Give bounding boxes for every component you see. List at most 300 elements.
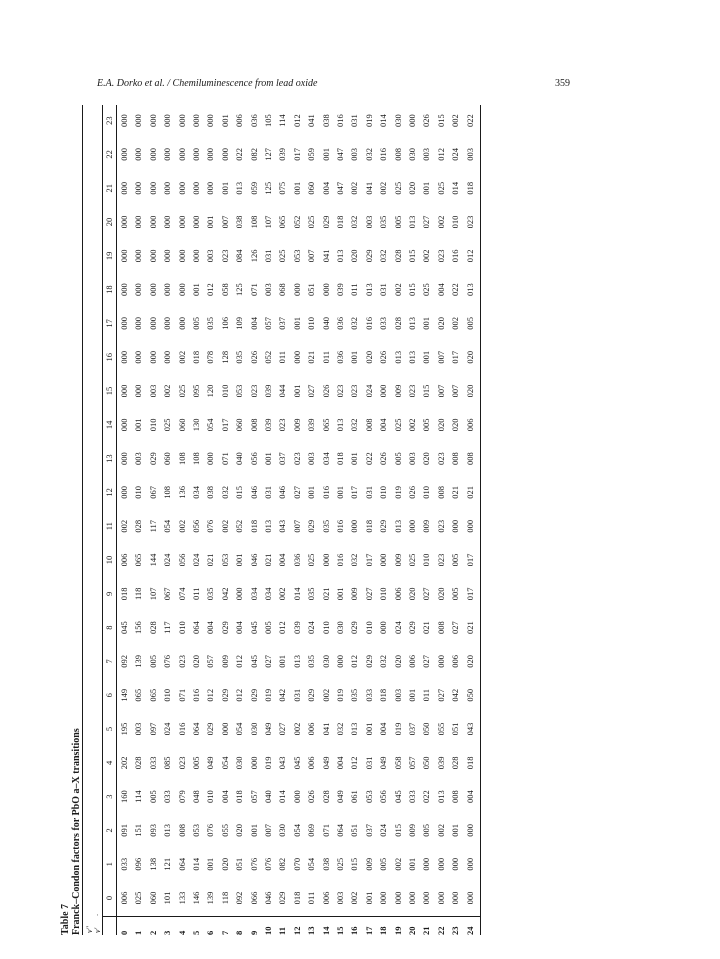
table-cell: 108 [176, 452, 187, 465]
table-cell: 032 [349, 418, 360, 432]
table-cell: 010 [378, 486, 389, 499]
table-cell: 002 [277, 587, 288, 601]
table-cell: 071 [176, 688, 187, 702]
table-cell: 001 [407, 688, 417, 702]
table-cell: 008 [464, 452, 475, 465]
table-cell: 006 [119, 891, 129, 905]
table-cell: 044 [277, 384, 288, 398]
table-cell: 000 [464, 857, 475, 871]
table-cell: 028 [450, 756, 461, 770]
table-cell: 028 [133, 519, 144, 533]
table-cell: 000 [133, 317, 144, 330]
table-cell: 000 [291, 283, 302, 296]
table-cell: 070 [291, 857, 302, 871]
table-cell: 007 [219, 215, 230, 229]
table-cell: 020 [464, 350, 475, 364]
table-cell: 156 [133, 621, 144, 634]
table-title: Franck–Condon factors for PbO a–X transitions [71, 728, 82, 935]
table-cell: 000 [450, 519, 461, 533]
table-cell: 045 [248, 621, 259, 634]
column-header: 1 [104, 862, 114, 867]
table-cell: 000 [450, 857, 461, 871]
table-cell: 002 [435, 824, 446, 837]
table-cell: 002 [421, 249, 432, 263]
table-cell: 000 [133, 384, 144, 398]
table-cell: 009 [392, 553, 403, 567]
table-cell: 043 [464, 722, 475, 736]
table-cell: 013 [291, 655, 302, 668]
table-cell: 043 [277, 519, 288, 533]
table-cell: 005 [378, 857, 389, 871]
table-cell: 000 [435, 655, 446, 668]
table-cell: 000 [119, 384, 129, 398]
table-cell: 001 [335, 486, 345, 499]
table-cell: 003 [392, 688, 403, 702]
table-cell: 020 [464, 655, 475, 668]
row-v-prime: 0 [119, 930, 129, 935]
table-cell: 000 [191, 181, 201, 195]
table-cell: 064 [191, 621, 201, 634]
table-cell: 022 [234, 148, 245, 161]
table-cell: 000 [119, 418, 129, 432]
table-cell: 028 [392, 249, 403, 263]
table-cell: 020 [191, 655, 201, 668]
table-cell: 039 [263, 418, 273, 432]
table-cell: 001 [234, 553, 245, 567]
table-cell: 023 [464, 215, 475, 229]
table-cell: 006 [234, 114, 245, 127]
table-cell: 010 [133, 486, 144, 499]
table-cell: 032 [349, 553, 360, 567]
table-cell: 002 [392, 857, 403, 871]
table-cell: 049 [205, 756, 216, 770]
table-cell: 010 [363, 621, 374, 634]
table-cell: 020 [234, 824, 245, 837]
table-cell: 000 [464, 519, 475, 533]
table-cell: 017 [464, 587, 475, 601]
table-cell: 001 [205, 215, 216, 229]
table-cell: 046 [277, 486, 288, 499]
page-number: 359 [555, 78, 570, 89]
table-cell: 000 [162, 215, 173, 229]
table-cell: 006 [464, 418, 475, 432]
table-cell: 000 [349, 519, 360, 533]
table-cell: 079 [176, 790, 187, 803]
table-cell: 060 [162, 452, 173, 465]
table-cell: 005 [191, 317, 201, 330]
table-cell: 035 [306, 587, 317, 601]
column-header: 19 [104, 251, 114, 261]
table-cell: 033 [147, 756, 158, 770]
table-cell: 055 [219, 824, 230, 837]
row-v-prime: 16 [349, 926, 360, 935]
table-cell: 026 [320, 384, 331, 398]
table-cell: 002 [320, 688, 331, 702]
table-cell: 126 [248, 249, 259, 263]
table-cell: 053 [191, 824, 201, 837]
table-cell: 030 [392, 114, 403, 127]
table-cell: 001 [277, 655, 288, 668]
table-cell: 009 [219, 655, 230, 668]
table-cell: 025 [162, 418, 173, 432]
table-cell: 028 [147, 621, 158, 634]
table-cell: 035 [205, 317, 216, 330]
table-cell: 064 [191, 722, 201, 736]
table-cell: 076 [162, 655, 173, 668]
table-cell: 076 [248, 857, 259, 871]
table-cell: 004 [205, 621, 216, 634]
table-cell: 011 [306, 891, 317, 905]
table-cell: 042 [277, 688, 288, 702]
table-cell: 023 [435, 249, 446, 263]
table-cell: 001 [291, 181, 302, 195]
table-cell: 000 [147, 249, 158, 263]
table-cell: 000 [176, 148, 187, 161]
table-cell: 125 [234, 283, 245, 296]
table-cell: 021 [263, 553, 273, 567]
column-header: 15 [104, 386, 114, 396]
table-cell: 000 [133, 114, 144, 127]
table-cell: 125 [263, 181, 273, 195]
table-cell: 000 [176, 114, 187, 127]
table-cell: 127 [263, 148, 273, 161]
table-cell: 005 [464, 317, 475, 330]
table-cell: 049 [378, 756, 389, 770]
table-cell: 071 [320, 824, 331, 837]
table-cell: 016 [335, 519, 345, 533]
header-rule [102, 105, 103, 935]
table-cell: 006 [392, 587, 403, 601]
table-cell: 006 [306, 722, 317, 736]
table-cell: 003 [421, 148, 432, 161]
table-cell: 107 [147, 587, 158, 601]
table-cell: 027 [421, 587, 432, 601]
table-cell: 033 [162, 790, 173, 803]
table-cell: 020 [407, 181, 417, 195]
table-cell: 013 [407, 317, 417, 330]
table-cell: 043 [277, 756, 288, 770]
column-header: 23 [104, 116, 114, 125]
table-cell: 015 [392, 824, 403, 837]
table-cell: 020 [421, 452, 432, 465]
table-cell: 054 [291, 824, 302, 837]
table-cell: 000 [119, 114, 129, 127]
table-cell: 000 [191, 148, 201, 161]
table-cell: 065 [277, 215, 288, 229]
table-cell: 013 [335, 249, 345, 263]
table-cell: 007 [435, 384, 446, 398]
table-cell: 010 [205, 790, 216, 803]
table-cell: 000 [378, 621, 389, 634]
table-cell: 002 [176, 350, 187, 364]
table-cell: 024 [162, 722, 173, 736]
table-cell: 039 [277, 148, 288, 161]
column-header: 4 [104, 760, 114, 765]
row-v-prime: 4 [176, 930, 187, 935]
table-cell: 056 [176, 553, 187, 567]
table-cell: 000 [119, 148, 129, 161]
table-cell: 020 [435, 587, 446, 601]
v-double-prime-label: v″ [85, 926, 94, 933]
table-cell: 000 [291, 350, 302, 364]
table-cell: 195 [119, 722, 129, 736]
table-cell: 076 [263, 857, 273, 871]
table-cell: 000 [133, 350, 144, 364]
table-cell: 000 [205, 148, 216, 161]
table-cell: 000 [435, 857, 446, 871]
table-cell: 025 [335, 857, 345, 871]
column-header: 20 [104, 217, 114, 227]
table-cell: 045 [248, 655, 259, 668]
table-cell: 029 [378, 519, 389, 533]
table-cell: 033 [119, 857, 129, 871]
table-cell: 047 [335, 181, 345, 195]
column-header: 7 [104, 659, 114, 664]
table-cell: 002 [450, 317, 461, 330]
table-cell: 000 [119, 181, 129, 195]
table-cell: 000 [119, 317, 129, 330]
table-cell: 001 [335, 587, 345, 601]
table-cell: 025 [176, 384, 187, 398]
table-cell: 002 [291, 722, 302, 736]
table-cell: 085 [162, 756, 173, 770]
row-v-prime: 18 [378, 926, 389, 935]
table-cell: 029 [147, 452, 158, 465]
table-cell: 117 [162, 621, 173, 634]
column-header: 10 [104, 555, 114, 565]
table-cell: 000 [464, 824, 475, 837]
table-cell: 008 [363, 418, 374, 432]
table-cell: 025 [133, 891, 144, 905]
table-cell: 045 [119, 621, 129, 634]
row-v-prime: 11 [277, 926, 288, 935]
table-cell: 011 [349, 283, 360, 296]
table-cell: 025 [392, 418, 403, 432]
table-cell: 030 [335, 621, 345, 634]
table-cell: 053 [219, 553, 230, 567]
table-cell: 050 [421, 756, 432, 770]
table-cell: 022 [421, 790, 432, 803]
table-cell: 004 [335, 756, 345, 770]
table-cell: 030 [277, 824, 288, 837]
table-cell: 021 [205, 553, 216, 567]
table-cell: 028 [392, 317, 403, 330]
table-cell: 000 [119, 350, 129, 364]
table-cell: 012 [291, 114, 302, 127]
table-cell: 013 [349, 722, 360, 736]
table-cell: 001 [263, 452, 273, 465]
table-cell: 019 [335, 688, 345, 702]
table-cell: 013 [363, 283, 374, 296]
column-header: 8 [104, 625, 114, 630]
table-cell: 075 [277, 181, 288, 195]
table-cell: 051 [306, 283, 317, 296]
table-cell: 027 [291, 486, 302, 499]
table-cell: 010 [421, 553, 432, 567]
table-cell: 000 [162, 148, 173, 161]
table-cell: 012 [435, 148, 446, 161]
table-cell: 002 [435, 215, 446, 229]
table-cell: 000 [320, 553, 331, 567]
table-cell: 000 [176, 317, 187, 330]
table-cell: 065 [133, 688, 144, 702]
table-caption [60, 728, 82, 935]
column-header: 22 [104, 150, 114, 159]
table-cell: 006 [320, 891, 331, 905]
table-cell: 076 [205, 519, 216, 533]
table-cell: 128 [219, 350, 230, 364]
table-cell: 012 [464, 249, 475, 263]
table-cell: 017 [450, 350, 461, 364]
table-cell: 022 [450, 283, 461, 296]
table-cell: 004 [320, 181, 331, 195]
table-cell: 106 [219, 317, 230, 330]
table-cell: 000 [162, 350, 173, 364]
table-cell: 053 [291, 249, 302, 263]
table-cell: 000 [162, 249, 173, 263]
table-cell: 019 [263, 756, 273, 770]
table-cell: 031 [349, 114, 360, 127]
table-cell: 034 [263, 587, 273, 601]
table-cell: 000 [147, 181, 158, 195]
table-cell: 051 [234, 857, 245, 871]
rotated-table [60, 105, 500, 935]
table-cell: 012 [205, 688, 216, 702]
table-cell: 059 [306, 148, 317, 161]
column-header: 16 [104, 352, 114, 362]
table-cell: 016 [320, 486, 331, 499]
column-header: 6 [104, 693, 114, 698]
table-cell: 041 [363, 181, 374, 195]
table-cell: 004 [219, 790, 230, 803]
table-cell: 007 [291, 519, 302, 533]
table-cell: 009 [363, 857, 374, 871]
table-cell: 013 [435, 790, 446, 803]
table-cell: 007 [450, 384, 461, 398]
table-cell: 023 [435, 519, 446, 533]
row-v-prime: 19 [392, 926, 403, 935]
table-cell: 052 [263, 350, 273, 364]
table-cell: 020 [219, 857, 230, 871]
table-cell: 097 [147, 722, 158, 736]
table-cell: 001 [421, 317, 432, 330]
table-cell: 046 [263, 891, 273, 905]
table-cell: 013 [407, 350, 417, 364]
row-v-prime: 15 [335, 926, 345, 935]
table-cell: 029 [219, 621, 230, 634]
table-cell: 002 [349, 891, 360, 905]
table-cell: 023 [248, 384, 259, 398]
table-cell: 051 [450, 722, 461, 736]
table-cell: 011 [421, 688, 432, 702]
table-cell: 014 [378, 114, 389, 127]
table-cell: 042 [219, 587, 230, 601]
table-cell: 000 [147, 317, 158, 330]
table-cell: 029 [306, 519, 317, 533]
table-cell: 001 [363, 891, 374, 905]
table-cell: 017 [219, 418, 230, 432]
table-cell: 007 [435, 350, 446, 364]
table-cell: 025 [421, 283, 432, 296]
table-cell: 029 [248, 688, 259, 702]
table-cell: 003 [147, 384, 158, 398]
table-cell: 041 [320, 722, 331, 736]
table-cell: 108 [191, 452, 201, 465]
table-cell: 001 [320, 148, 331, 161]
table-cell: 049 [320, 756, 331, 770]
table-cell: 029 [363, 655, 374, 668]
table-cell: 049 [263, 722, 273, 736]
table-cell: 004 [378, 418, 389, 432]
table-cell: 037 [407, 722, 417, 736]
table-cell: 001 [421, 350, 432, 364]
column-header: 14 [104, 420, 114, 430]
table-cell: 012 [349, 756, 360, 770]
table-cell: 000 [205, 452, 216, 465]
table-cell: 003 [263, 283, 273, 296]
table-cell: 000 [133, 148, 144, 161]
table-cell: 031 [378, 283, 389, 296]
table-cell: 005 [421, 418, 432, 432]
table-cell: 000 [147, 350, 158, 364]
table-number: Table 7 [60, 903, 71, 935]
table-cell: 020 [349, 249, 360, 263]
table-cell: 024 [162, 553, 173, 567]
table-cell: 033 [378, 317, 389, 330]
table-cell: 034 [320, 452, 331, 465]
table-cell: 030 [407, 148, 417, 161]
top-rule [82, 105, 83, 935]
table-cell: 026 [378, 350, 389, 364]
table-cell: 013 [407, 215, 417, 229]
table-cell: 082 [277, 857, 288, 871]
table-cell: 018 [248, 519, 259, 533]
table-cell: 040 [263, 790, 273, 803]
table-cell: 001 [363, 722, 374, 736]
row-v-prime: 2 [147, 930, 158, 935]
column-header: 3 [104, 794, 114, 799]
table-cell: 058 [219, 283, 230, 296]
table-cell: 015 [435, 114, 446, 127]
table-cell: 052 [291, 215, 302, 229]
table-cell: 001 [191, 283, 201, 296]
table-cell: 003 [363, 215, 374, 229]
table-cell: 020 [392, 655, 403, 668]
table-cell: 017 [291, 148, 302, 161]
table-cell: 001 [349, 350, 360, 364]
table-cell: 013 [263, 519, 273, 533]
table-cell: 018 [378, 688, 389, 702]
row-v-prime: 8 [234, 930, 245, 935]
table-cell: 025 [392, 181, 403, 195]
table-cell: 004 [464, 790, 475, 803]
table-cell: 023 [277, 418, 288, 432]
table-cell: 001 [306, 486, 317, 499]
table-cell: 021 [464, 486, 475, 499]
table-cell: 056 [378, 790, 389, 803]
table-cell: 013 [234, 181, 245, 195]
table-cell: 017 [363, 553, 374, 567]
table-cell: 000 [407, 891, 417, 905]
table-cell: 004 [435, 283, 446, 296]
table-cell: 108 [248, 215, 259, 229]
table-cell: 036 [291, 553, 302, 567]
table-cell: 002 [119, 519, 129, 533]
table-cell: 048 [191, 790, 201, 803]
table-cell: 078 [205, 350, 216, 364]
table-cell: 029 [277, 891, 288, 905]
table-cell: 138 [147, 857, 158, 871]
